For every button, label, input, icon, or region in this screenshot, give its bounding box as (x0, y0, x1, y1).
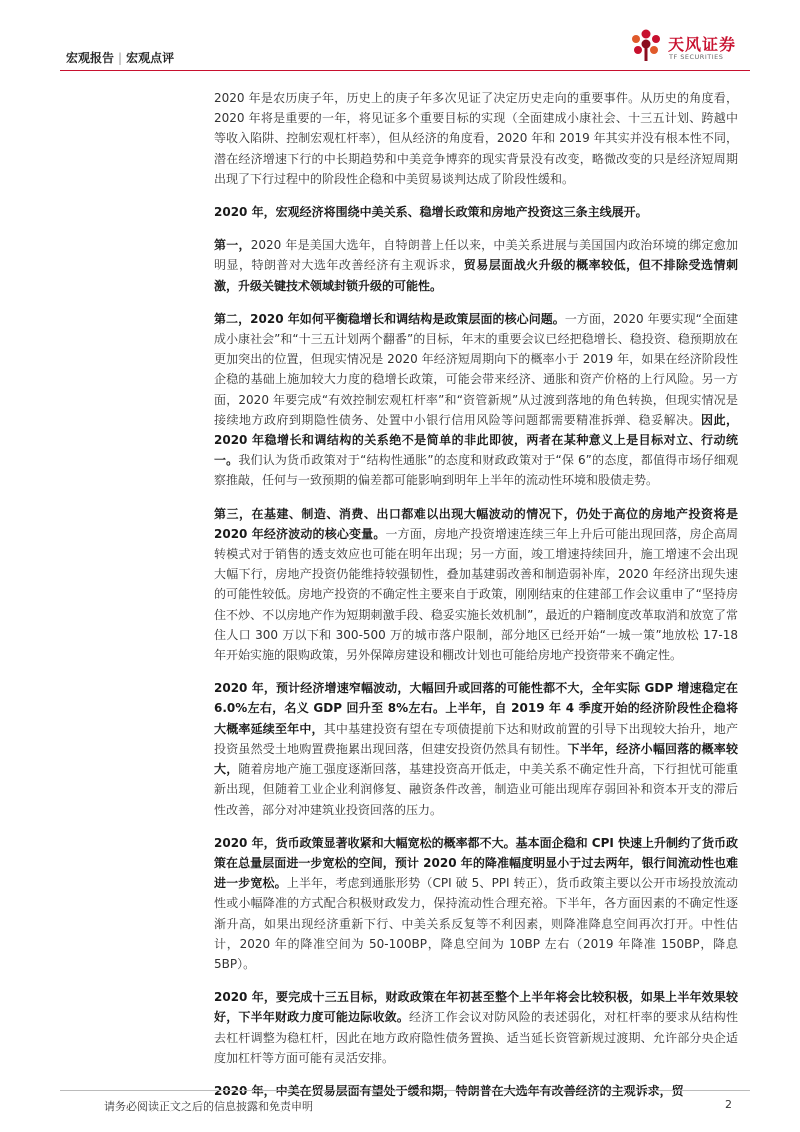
report-category (66, 49, 174, 66)
paragraph-monetary-policy (214, 833, 738, 974)
disclaimer-text: 请务必阅读正文之后的信息披露和免责申明 (104, 1100, 313, 1113)
paragraph-fiscal-policy (214, 987, 738, 1068)
first-text: 2020 年是美国大选年，自特朗普上任以来，中美关系进展与美国国内政治环境的绑定愈加明显，特朗普对大选年改善经济有主观诉求， (214, 238, 738, 273)
paragraph-second (214, 309, 738, 491)
page-header (0, 0, 800, 80)
second-text: 一方面，2020 年要实现“全面建成小康社会”和“十三五计划两个翻番”的目标，年末的重要会议已经把稳增长、稳投资、稳预期放在更加突出的位置，但现实情况是 2020 年经济短周期向下的概率小于 2019 年，如果在经济阶段性企稳的基础上施加较大力度的稳增长政策，可能会带来经济、通胀和资产价格的上行风险。另一方面，2020 年要完成“有效控制宏观杠杆率”和“资管新规”从过渡到落地的角色转换，但现实情况是接续地方政府到期隐性债务、处置中小银行信用风险等问题都需要精准拆弹、稳妥解决。 (214, 311, 738, 427)
monetary-text: 上半年，考虑到通胀形势（CPI 破 5、PPI 转正），货币政策主要以公开市场投放流动性或小幅降准的方式配合积极财政发力，保持流动性合理充裕。下半年，各方面因素的不确定性逐渐升高，如果出现经济重新下行、中美关系反复等不利因素，则降准降息空间再次打开。中性估计，2020 年的降准空间为 50-100BP，降息空间为 10BP 左右（2019 年降准 150BP，降息 5BP）。 (214, 876, 738, 971)
tf-securities-logo (628, 24, 748, 68)
second-tail: 我们认为货币政策对于“结构性通胀”的态度和财政政策对于“保 6”的态度，都值得市场仔细观察推敲，任何与一致预期的偏差都可能影响到明年上半年的流动性环境和股债走势。 (214, 453, 738, 488)
growth-tail: 随着房地产施工强度逐渐回落，基建投资高开低走，中美关系不确定性升高，下行担忧可能重新出现，但随着工业企业利润修复、融资条件改善，制造业可能出现库存弱回补和资本开支的滞后性改善，部分对冲建筑业投资回落的压力。 (214, 762, 738, 817)
logo-name: 天风证券 (668, 35, 737, 54)
logo-subtitle: TF SECURITIES (669, 53, 724, 61)
second-mid: 因此，2020 年稳增长和调结构的关系绝不是简单的非此即彼，两者在某种意义上是目标对立、行动统一。 (214, 412, 738, 468)
report-section: 宏观报告 (66, 51, 115, 65)
paragraph-growth-forecast (214, 678, 738, 819)
first-tail: 贸易层面战火升级的概率较低，但不排除受选情刺激，升级关键技术领域封锁升级的可能性。 (214, 258, 738, 293)
paragraph-intro (214, 88, 738, 189)
header-divider: | (118, 51, 123, 65)
fiscal-lead: 2020 年，要完成十三五目标，财政政策在年初甚至整个上半年将会比较积极，如果上半年效果较好，下半年财政力度可能边际收敛。 (214, 990, 738, 1025)
page-number: 2 (725, 1098, 732, 1111)
paragraph-main-lines (214, 202, 738, 222)
flower-logo-icon (628, 28, 664, 62)
intro-text: 2020 年是农历庚子年，历史上的庚子年多次见证了决定历史走向的重要事件。从历史的角度看，2020 年将是重要的一年，将见证多个重要目标的实现（全面建成小康社会、十三五计划、跨越中等收入陷阱、控制宏观杠杆率），但从经济的角度看，2020 年和 2019 年其实并没有根本性不同，潜在经济增速下行的中长期趋势和中美竞争博弈的现实背景没有改变，略微改变的只是经济短周期出现了下行过程中的阶段性企稳和中美贸易谈判达成了阶段性缓和。 (214, 91, 738, 186)
paragraph-first (214, 235, 738, 296)
third-lead: 第三，在基建、制造、消费、出口都难以出现大幅波动的情况下，仍处于高位的房地产投资将是 2020 年经济波动的核心变量。 (214, 506, 738, 541)
fiscal-text: 经济工作会议对防风险的表述弱化，对杠杆率的要求从结构性去杠杆调整为稳杠杆，因此在地方政府隐性债务置换、适当延长资管新规过渡期、允许部分央企适度加杠杆等方面可能有灵活安排。 (214, 1010, 738, 1065)
report-subsection: 宏观点评 (126, 51, 175, 65)
growth-text: 其中基建投资有望在专项债提前下达和财政前置的引导下出现较大抬升，地产投资虽然受土地购置费拖累出现回落，但建安投资仍然具有韧性。 (214, 721, 738, 756)
third-text: 一方面，房地产投资增速连续三年上升后可能出现回落，房企高周转模式对于销售的透支效应也可能在明年出现；另一方面，竣工增速持续回升，施工增速不会出现大幅下行，房地产投资仍能维持较强韧性，叠加基建弱改善和制造弱补库，2020 年经济出现失速的可能性较低。房地产投资的不确定性主要来自于政策，刚刚结束的住建部工作会议重申了“坚持房住不炒、不以房地产作为短期刺激手段、稳妥实施长效机制”，最近的户籍制度改革取消和放宽了常住人口 300 万以下和 300-500 万的城市落户限制，部分地区已经开始“一城一策”地放松 17-18 年开始实施的限购政策，另外保障房建设和棚改计划也可能给房地产投资带来不确定性。 (214, 526, 738, 663)
first-lead: 第一， (214, 238, 251, 253)
report-body (214, 88, 738, 1114)
monetary-lead: 2020 年，货币政策显著收紧和大幅宽松的概率都不大。基本面企稳和 CPI 快速上升制约了货币政策在总量层面进一步宽松的空间，预计 2020 年的降准幅度明显小于过去两年，银行间流动性也难进一步宽松。 (214, 835, 739, 891)
main-lines-heading: 2020 年，宏观经济将围绕中美关系、稳增长政策和房地产投资这三条主线展开。 (214, 205, 648, 220)
header-rule (60, 70, 750, 71)
footer-rule (60, 1090, 750, 1091)
second-lead: 第二，2020 年如何平衡稳增长和调结构是政策层面的核心问题。 (214, 311, 565, 326)
growth-lead: 2020 年，预计经济增速窄幅波动，大幅回升或回落的可能性都不大，全年实际 GDP 增速稳定在 6.0%左右，名义 GDP 回升至 8%左右。上半年，自 2019 年 4 季度开始的经济阶段性企稳将大概率延续至年中， (214, 681, 738, 736)
paragraph-third (214, 504, 738, 666)
growth-mid: 下半年，经济小幅回落的概率较大， (214, 741, 738, 777)
